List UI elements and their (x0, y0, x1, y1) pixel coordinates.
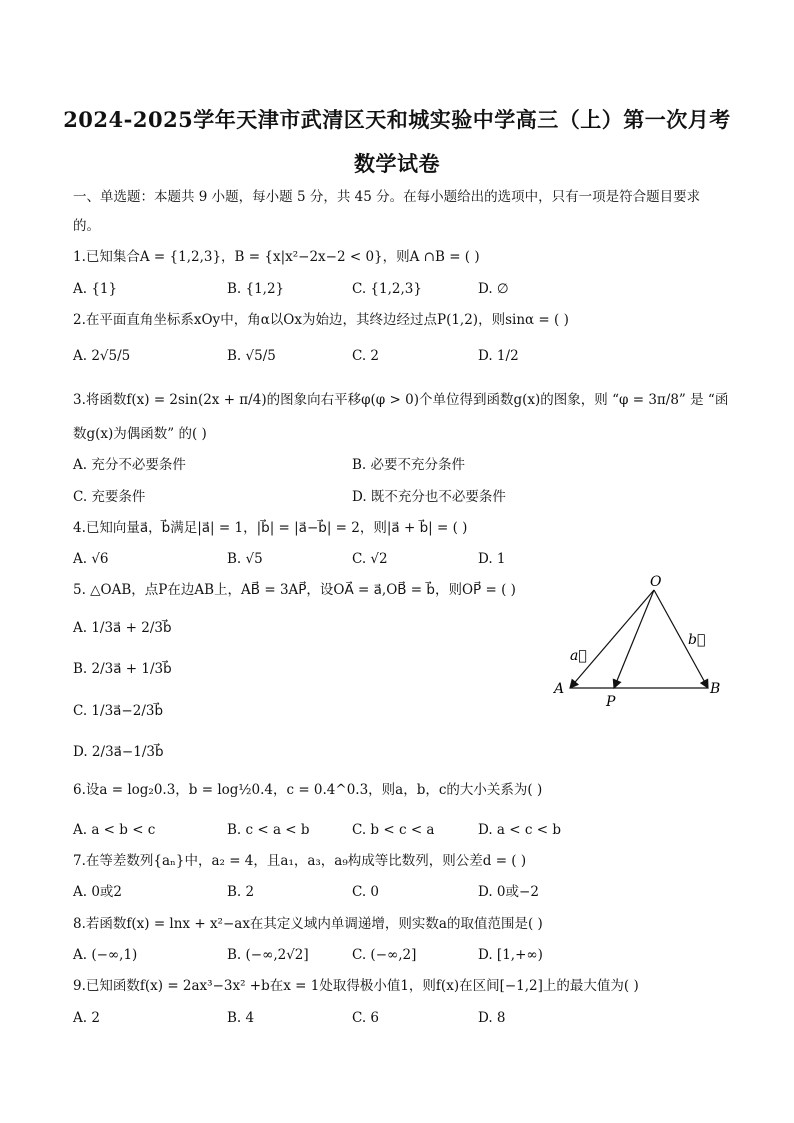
label-vector-b: b⃗ (688, 632, 706, 648)
question-1-option-d[interactable]: D. ∅ (478, 281, 509, 297)
exam-title-line2: 数学试卷 (354, 151, 440, 176)
question-4-option-b[interactable]: B. √5 (227, 551, 263, 567)
label-p: P (606, 694, 616, 710)
question-2-stem: 2.在平面直角坐标系xOy中，角α以Ox为始边，其终边经过点P(1,2)，则sinα = ( ) (73, 312, 569, 328)
question-5-option-b[interactable]: B. 2/3a⃗ + 1/3b⃗ (73, 661, 172, 677)
question-7-option-d[interactable]: D. 0或−2 (478, 884, 539, 900)
question-4-option-c[interactable]: C. √2 (352, 551, 388, 567)
question-5-option-a[interactable]: A. 1/3a⃗ + 2/3b⃗ (73, 620, 172, 636)
question-6-stem: 6.设a = log₂0.3，b = log½0.4，c = 0.4^0.3，则a，b，c的大小关系为( ) (73, 782, 543, 798)
question-7-stem: 7.在等差数列{aₙ}中，a₂ = 4，且a₁，a₃，a₉构成等比数列，则公差d = ( ) (73, 853, 527, 869)
question-3-stem-line2: 数g(x)为偶函数” 的( ) (73, 426, 207, 442)
question-2-option-d[interactable]: D. 1/2 (478, 348, 519, 364)
question-9-stem: 9.已知函数f(x) = 2ax³−3x² +b在x = 1处取得极小值1，则f(x)在区间[−1,2]上的最大值为( ) (73, 978, 639, 994)
question-6-option-d[interactable]: D. a < c < b (478, 822, 561, 838)
question-5-stem: 5. △OAB，点P在边AB上，AB⃗ = 3AP⃗，设OA⃗ = a⃗,OB⃗ = b⃗，则OP⃗ = ( ) (73, 582, 516, 598)
exam-title-line1: 2024-2025学年天津市武清区天和城实验中学高三（上）第一次月考 (63, 107, 731, 132)
question-9-option-c[interactable]: C. 6 (352, 1010, 380, 1026)
label-a: A (554, 681, 565, 697)
question-8-option-d[interactable]: D. [1,+∞) (478, 947, 543, 963)
question-6-option-a[interactable]: A. a < b < c (73, 822, 156, 838)
question-3-option-c[interactable]: C. 充要条件 (73, 489, 146, 505)
question-7-option-a[interactable]: A. 0或2 (73, 884, 123, 900)
question-4-option-d[interactable]: D. 1 (478, 551, 506, 567)
label-o: O (650, 574, 662, 590)
question-4-stem: 4.已知向量a⃗，b⃗满足|a⃗| = 1，|b⃗| = |a⃗−b⃗| = 2，则|a⃗ + b⃗| = ( ) (73, 520, 468, 536)
question-8-option-b[interactable]: B. (−∞,2√2] (227, 947, 309, 963)
question-1-stem: 1.已知集合A = {1,2,3}，B = {x|x²−2x−2 < 0}，则A ∩B = ( ) (73, 249, 480, 265)
section-intro-line2: 的。 (73, 218, 100, 234)
label-vector-a: a⃗ (570, 648, 587, 664)
question-7-option-b[interactable]: B. 2 (227, 884, 255, 900)
vector-oa (570, 590, 654, 688)
question-5-option-d[interactable]: D. 2/3a⃗−1/3b⃗ (73, 744, 164, 760)
question-7-option-c[interactable]: C. 0 (352, 884, 380, 900)
question-3-stem-line1: 3.将函数f(x) = 2sin(2x + π/4)的图象向右平移φ(φ > 0)个单位得到函数g(x)的图象，则 “φ = 3π/8” 是 “函 (73, 392, 729, 408)
question-3-option-b[interactable]: B. 必要不充分条件 (352, 457, 466, 473)
question-6-option-b[interactable]: B. c < a < b (227, 822, 310, 838)
section-intro-line1: 一、单选题：本题共 9 小题，每小题 5 分，共 45 分。在每小题给出的选项中，只有一项是符合题目要求 (73, 189, 701, 205)
question-9-option-d[interactable]: D. 8 (478, 1010, 506, 1026)
question-1-option-c[interactable]: C. {1,2,3} (352, 281, 422, 297)
vector-op (614, 590, 654, 688)
question-4-option-a[interactable]: A. √6 (73, 551, 109, 567)
question-1-option-a[interactable]: A. {1} (73, 281, 118, 297)
question-1-option-b[interactable]: B. {1,2} (227, 281, 285, 297)
question-2-option-b[interactable]: B. √5/5 (227, 348, 276, 364)
question-8-option-c[interactable]: C. (−∞,2] (352, 947, 417, 963)
question-2-option-c[interactable]: C. 2 (352, 348, 380, 364)
question-5-option-c[interactable]: C. 1/3a⃗−2/3b⃗ (73, 703, 164, 719)
question-8-option-a[interactable]: A. (−∞,1) (73, 947, 138, 963)
question-2-option-a[interactable]: A. 2√5/5 (73, 348, 131, 364)
question-9-option-a[interactable]: A. 2 (73, 1010, 100, 1026)
question-3-option-a[interactable]: A. 充分不必要条件 (73, 457, 186, 473)
question-9-option-b[interactable]: B. 4 (227, 1010, 255, 1026)
question-8-stem: 8.若函数f(x) = lnx + x²−ax在其定义域内单调递增，则实数a的取值范围是( ) (73, 916, 543, 932)
label-b: B (710, 681, 721, 697)
question-6-option-c[interactable]: C. b < c < a (352, 822, 435, 838)
question-3-option-d[interactable]: D. 既不充分也不必要条件 (352, 489, 506, 505)
triangle-oab-diagram (548, 572, 738, 712)
